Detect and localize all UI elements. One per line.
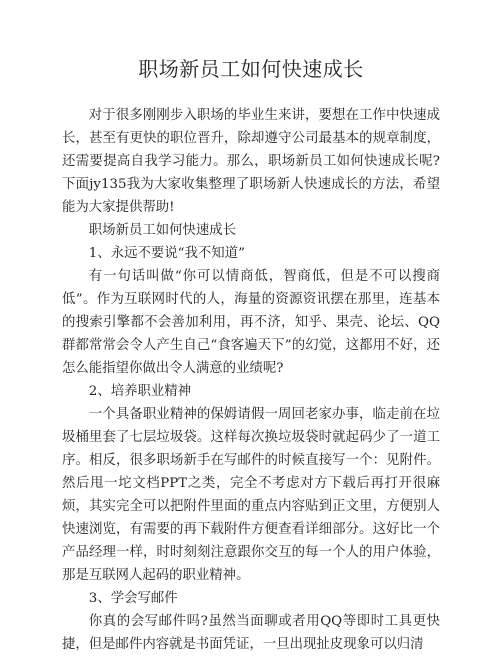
intro-paragraph: 对于很多刚刚步入职场的毕业生来讲，要想在工作中快速成长，甚至有更快的职位晋升，除却遵守公司最基本的规章制度，还需要提高自我学习能力。那么，职场新员工如何快速成长呢?下面jy135我为大家收集整理了职场新人快速成长的方法，希望能为大家提供帮助! — [62, 108, 440, 215]
point-paragraph-1: 有一句话叫做“你可以情商低，智商低，但是不可以搜商低”。作为互联网时代的人，海量的资源资讯摆在那里，连基本的搜索引擎都不会善加利用，再不济，知乎、果壳、论坛、QQ群都常常会令人产生自己“食客遍天下”的幻觉，这都用不好，还怎么能指望你做出令人满意的业绩呢? — [62, 269, 440, 376]
point-paragraph-2: 一个具备职业精神的保姆请假一周回老家办事，临走前在垃圾桶里套了七层垃圾袋。这样每次换垃圾袋时就起码少了一道工序。相反，很多职场新手在写邮件的时候直接写一个：见附件。然后甩一坨文档PPT之类，完全不考虑对方下载后再打开很麻烦，其实完全可以把附件里面的重点内容贴到正文里，方便别人快速浏览，有需要的再下载附件方便查看详细部分。这好比一个产品经理一样，时时刻刻注意跟你交互的每一个人的用户体验，那是互联网人起码的职业精神。 — [62, 407, 440, 583]
point-heading-3: 3、学会写邮件 — [88, 591, 178, 606]
document-title: 职场新员工如何快速成长 — [138, 57, 364, 81]
point-paragraph-3: 你真的会写邮件吗?虽然当面聊或者用QQ等即时工具更快捷，但是邮件内容就是书面凭证，一旦出现扯皮现象可以归清 — [62, 614, 440, 652]
document-body — [62, 104, 440, 656]
point-heading-1: 1、永远不要说“我不知道” — [88, 246, 245, 261]
section-heading: 职场新员工如何快速成长 — [88, 223, 237, 238]
point-heading-2: 2、培养职业精神 — [88, 384, 192, 399]
